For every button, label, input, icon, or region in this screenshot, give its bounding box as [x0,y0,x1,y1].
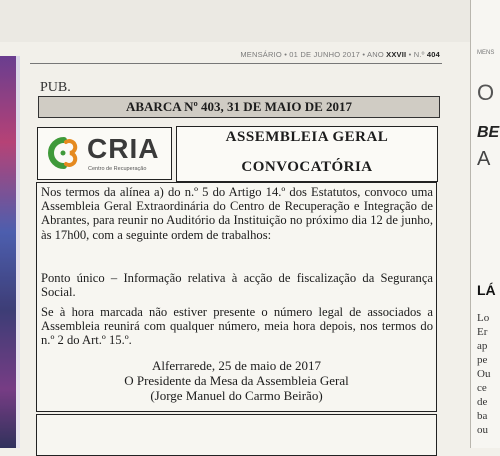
edition-banner: ABARCA Nº 403, 31 DE MAIO DE 2017 [38,96,440,118]
newspaper-header [30,50,440,59]
right-page-line: Ou [477,368,491,380]
header-issue-prefix: • N.º [406,50,427,59]
ad-subtitle: CONVOCATÓRIA [241,159,373,175]
adjacent-page-edge [0,56,16,448]
ad-title: ASSEMBLEIA GERAL [225,129,389,145]
ad-title-box [176,126,438,182]
convocation-paragraph: Nos termos da alínea a) do n.º 5 do Artigo 14.º dos Estatutos, convoco uma Assembleia Geral Extraordinária do Centro de Recuperação e Integração de Abrantes, para reunir no Auditório da Instituição no próximo dia 12 de junho, às 17h00, com a seguinte ordem de trabalhos: [41,185,433,242]
cria-logo-word: CRIA [87,133,160,164]
right-page-line: de [477,396,488,408]
right-page-header: MENS [477,50,495,56]
right-page-letter: O [477,80,495,105]
cria-logo [37,127,172,180]
header-issue-number: 404 [426,50,440,59]
pub-label: PUB. [40,80,71,95]
signature-place-date: Alferrarede, 25 de maio de 2017 [152,358,321,373]
signature-name: (Jorge Manuel do Carmo Beirão) [150,388,323,403]
right-page-letter: A [477,148,491,170]
right-page-letters: BE [477,124,500,141]
convocation-body [36,182,437,412]
cria-logo-subtitle: Centro de Recuperação [88,166,147,172]
agenda-paragraph: Ponto único – Informação relativa à acção de fiscalização da Segurança Social. [41,271,433,300]
page-top-margin [0,0,470,42]
quorum-paragraph: Se à hora marcada não estiver presente o número legal de associados a Assembleia reunirá com qualquer número, meia hora depois, nos termos do n.º 2 do Art.º 15.º. [41,305,433,348]
adjacent-right-page [470,0,500,448]
right-page-line: ap [477,340,488,352]
header-rule [30,63,442,64]
cria-logo-icon [42,132,84,174]
right-page-heading: LÁ [477,282,496,298]
next-ad-box [36,414,437,456]
right-page-line: Er [477,326,488,338]
right-page-line: Lo [477,312,490,324]
header-date-text: MENSÁRIO • 01 DE JUNHO 2017 • ANO [240,50,387,59]
signature-role: O Presidente da Mesa da Assembleia Geral [124,373,349,388]
right-page-line: pe [477,354,488,366]
right-page-line: ba [477,410,488,422]
right-page-line: ce [477,382,487,394]
right-page-line: ou [477,424,488,436]
header-year: XXVII [386,50,407,59]
